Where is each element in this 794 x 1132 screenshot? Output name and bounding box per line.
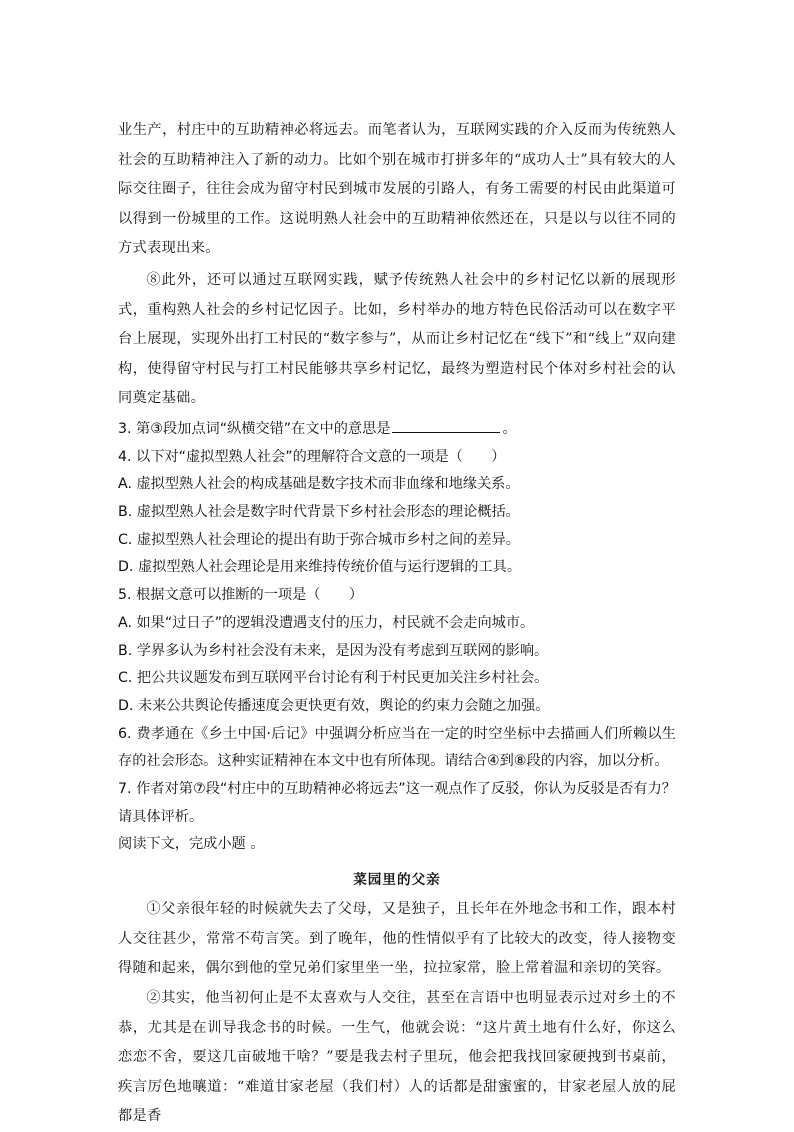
page-content xyxy=(118,116,676,1132)
questions-section xyxy=(118,416,676,859)
passage-a xyxy=(118,116,676,414)
passage-b xyxy=(118,865,676,1132)
question-7: 7. 作者对第⑦段“村庄中的互助精神必将远去”这一观点作了反驳，你认为反驳是否有力？请具体评析。 xyxy=(118,781,676,825)
passage-b-paragraph-2: ②其实，他当初何止是不太喜欢与人交往，甚至在言语中也明显表示过对乡土的不恭，尤其是在训导我念书的时候。一生气，他就会说：“这片黄土地有什么好，你这么恋恋不舍，要这几亩破地干啥？”要是我去村子里玩，他会把我找回家硬拽到书桌前，疾言厉色地嚷道：“难道甘家老屋（我们村）人的话都是甜蜜蜜的，甘家老屋人放的屁都是香 xyxy=(118,989,676,1125)
question-3 xyxy=(118,416,676,444)
passage-b-paragraph-1: ①父亲很年轻的时候就失去了父母，又是独子，且长年在外地念书和工作，跟本村人交往甚少，常常不苟言笑。到了晚年，他的性情似乎有了比较大的改变，待人接物变得随和起来，偶尔到他的堂兄弟们家里坐一坐，拉拉家常，脸上常着温和亲切的笑容。 xyxy=(118,901,676,977)
question-4-option-c: C. 虚拟型熟人社会理论的提出有助于弥合城市乡村之间的差异。 xyxy=(118,531,520,548)
paragraph-7-continued: 业生产，村庄中的互助精神必将远去。而笔者认为，互联网实践的介入反而为传统熟人社会的互助精神注入了新的动力。比如个别在城市打拼多年的“成功人士”具有较大的人际交往圈子，往往会成为留守村民到城市发展的引路人，有务工需要的村民由此渠道可以得到一份城里的工作。这说明熟人社会中的互助精神依然还在，只是以与以往不同的方式表现出来。 xyxy=(118,122,676,257)
question-5-stem: 5. 根据文意可以推断的一项是（ ） xyxy=(118,587,364,604)
question-3-text: 3. 第③段加点词“纵横交错”在文中的意思是 xyxy=(118,420,391,437)
question-5-option-a: A. 如果“过日子”的逻辑没遭遇支付的压力，村民就不会走向城市。 xyxy=(118,614,535,631)
passage-b-title: 菜园里的父亲 xyxy=(353,872,441,889)
question-5-option-d: D. 未来公共舆论传播速度会更快更有效，舆论的约束力会随之加强。 xyxy=(118,697,550,714)
question-6: 6. 费孝通在《乡土中国·后记》中强调分析应当在一定的时空坐标中去描画人们所赖以生存的社会形态。这种实证精神在本文中也有所体现。请结合④到⑧段的内容，加以分析。 xyxy=(118,725,676,770)
question-4-option-b: B. 虚拟型熟人社会是数字时代背景下乡村社会形态的理论概括。 xyxy=(118,504,520,521)
paragraph-8: ⑧此外，还可以通过互联网实践，赋予传统熟人社会中的乡村记忆以新的展现形式，重构熟人社会的乡村记忆因子。比如，乡村举办的地方特色民俗活动可以在数字平台上展现，实现外出打工村民的“数字参与”，从而让乡村记忆在“线下”和“线上”双向建构，使得留守村民与打工村民能够共享乡村记忆，最终为塑造村民个体对乡村社会的认同奠定基础。 xyxy=(118,271,676,407)
question-5-option-c: C. 把公共议题发布到互联网平台讨论有利于村民更加关注乡村社会。 xyxy=(118,670,549,687)
question-5-option-b: B. 学界多认为乡村社会没有未来，是因为没有考虑到互联网的影响。 xyxy=(118,642,549,659)
question-3-end: 。 xyxy=(502,420,517,437)
answer-blank[interactable] xyxy=(392,416,500,433)
reading-instruction: 阅读下文，完成小题 。 xyxy=(118,836,265,853)
question-4-option-a: A. 虚拟型熟人社会的构成基础是数字技术而非血缘和地缘关系。 xyxy=(118,476,520,493)
question-4-stem: 4. 以下对“虚拟型熟人社会”的理解符合文意的一项是（ ） xyxy=(118,448,506,465)
question-4-option-d: D. 虚拟型熟人社会理论是用来维持传统价值与运行逻辑的工具。 xyxy=(118,559,522,576)
